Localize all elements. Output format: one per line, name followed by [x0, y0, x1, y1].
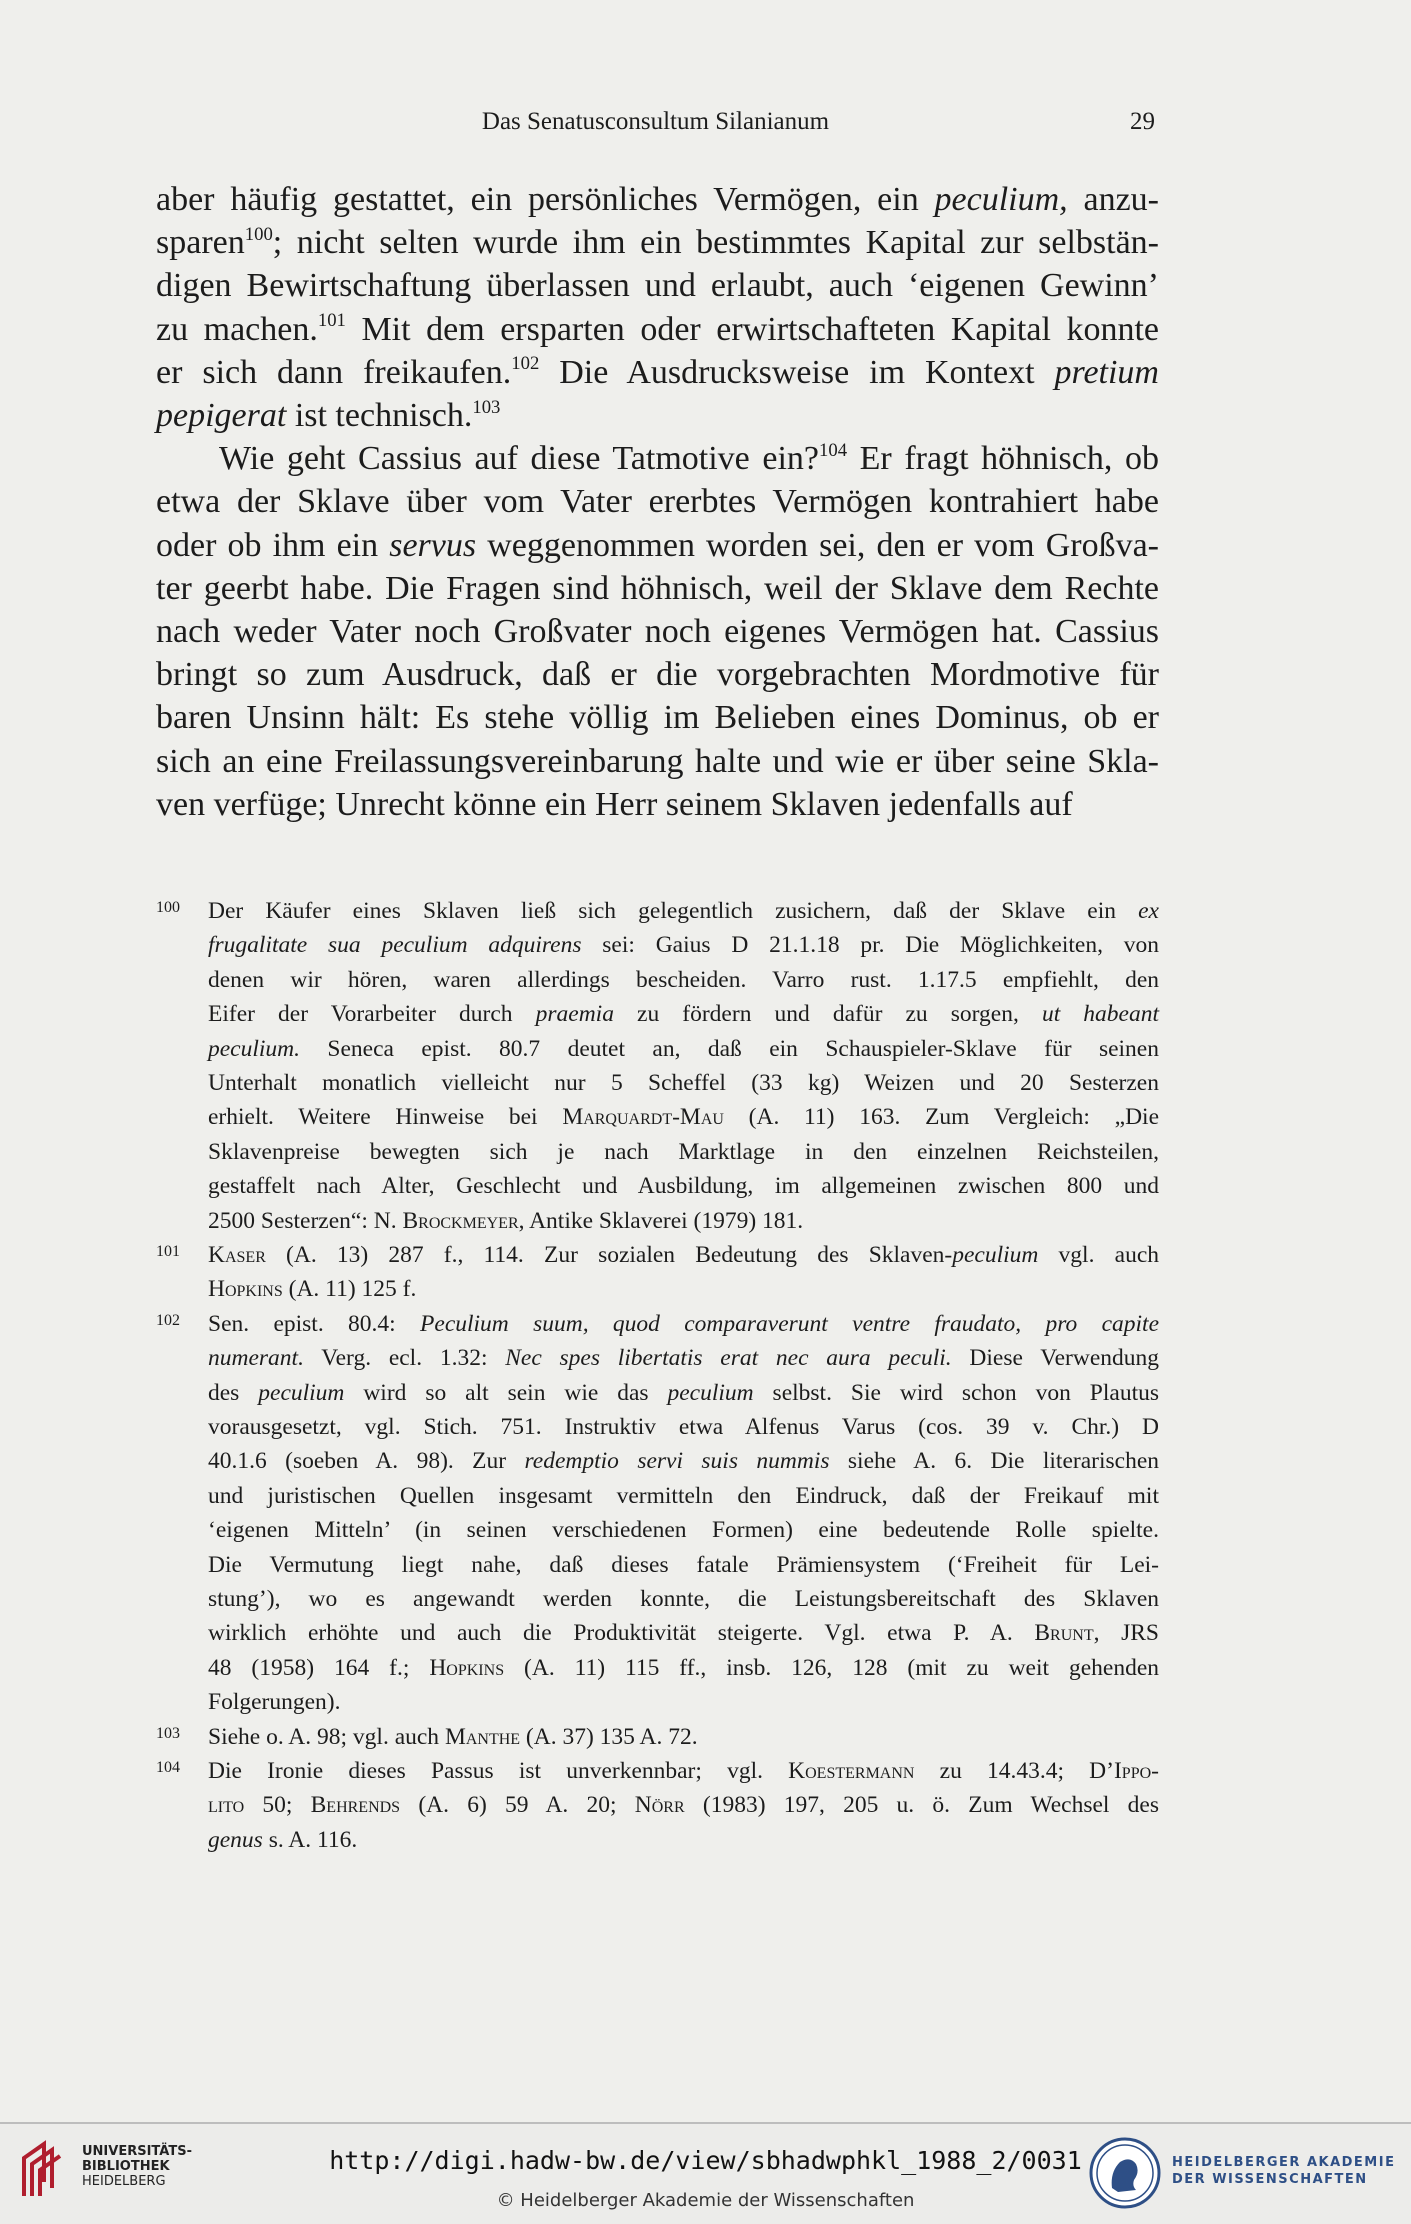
footnote-line: 40.1.6 (soeben A. 98). Zur redemptio servi suis nummis siehe A. 6. Die literarischen [208, 1448, 1160, 1475]
academy-name: HEIDELBERGER AKADEMIE DER WISSENSCHAFTEN [1172, 2155, 1396, 2187]
page-number: 29 [1130, 108, 1155, 135]
footnote-line: vorausgesetzt, vgl. Stich. 751. Instruktiv etwa Alfenus Varus (cos. 39 v. Chr.) D [208, 1413, 1159, 1440]
footnote-line: Die Ironie dieses Passus ist unverkennbar; vgl. Koestermann zu 14.43.4; D’Ippo- [208, 1758, 1159, 1784]
text-line: er sich dann freikaufen.$^{102}$ Die Ausdrucksweise im Kontext pretium [156, 353, 1159, 391]
footnote-line: und juristischen Quellen insgesamt vermitteln den Eindruck, daß der Freikauf mit [208, 1482, 1159, 1509]
text-line: baren Unsinn hält: Es stehe völlig im Belieben eines Dominus, ob er [156, 699, 1159, 737]
text-line: aber häufig gestattet, ein persönliches Vermögen, ein peculium, anzu- [156, 181, 1159, 218]
footnote-line: Sklavenpreise bewegten sich je nach Marktlage in den einzelnen Reichsteilen, [208, 1138, 1159, 1165]
permalink-url[interactable]: http://digi.hadw-bw.de/view/sbhadwphkl_1988_2/0031 [329, 2146, 1082, 2175]
footnote-line: Hopkins (A. 11) 125 f. [208, 1276, 417, 1303]
footnote-line: Der Käufer eines Sklaven ließ sich gelegentlich zusichern, daß der Sklave ein ex [208, 898, 1159, 924]
footnote-number: 101 [156, 1243, 180, 1260]
footnote-line: Kaser (A. 13) 287 f., 114. Zur sozialen Bedeutung des Sklaven-peculium vgl. auch [208, 1242, 1159, 1268]
footnote-100 [156, 894, 1159, 1238]
footnote-line: stung’), wo es angewandt werden konnte, die Leistungsbereitschaft des Sklaven [208, 1585, 1159, 1612]
text-line: sparen$^{100}$; nicht selten wurde ihm ein bestimmtes Kapital zur selbstän- [156, 223, 1159, 262]
text-line: sich an eine Freilassungsvereinbarung halte und wie er über seine Skla- [156, 742, 1159, 780]
footnote-line: 48 (1958) 164 f.; Hopkins (A. 11) 115 ff., insb. 126, 128 (mit zu weit gehenden [208, 1654, 1159, 1681]
footnote-line: Folgerungen). [208, 1689, 341, 1716]
text-line: etwa der Sklave über vom Vater ererbtes Vermögen kontrahiert habe [156, 483, 1159, 521]
footnote-number: 100 [156, 899, 180, 916]
footnote-number: 102 [156, 1311, 180, 1329]
footnote-101 [156, 1238, 1159, 1307]
footnote-line: frugalitate sua peculium adquirens sei: Gaius D 21.1.18 pr. Die Möglichkeiten, von [208, 932, 1159, 959]
footnote-line: gestaffelt nach Alter, Geschlecht und Ausbildung, im allgemeinen zwischen 800 und [208, 1173, 1159, 1200]
text-line: pepigerat ist technisch.$^{103}$ [156, 396, 501, 434]
footnote-line: Die Vermutung liegt nahe, daß dieses fatale Prämiensystem (‘Freiheit für Lei- [208, 1551, 1159, 1578]
footnote-line: des peculium wird so alt sein wie das peculium selbst. Sie wird schon von Plautus [208, 1379, 1159, 1406]
footnote-line: numerant. Verg. ecl. 1.32: Nec spes libertatis erat nec aura peculi. Diese Verwendung [208, 1345, 1159, 1372]
text-line: bringt so zum Ausdruck, daß er die vorgebrachten Mordmotive für [156, 656, 1159, 694]
footnote-104 [156, 1754, 1159, 1857]
footnote-line: Siehe o. A. 98; vgl. auch Manthe (A. 37) 135 A. 72. [208, 1723, 698, 1750]
text-line: oder ob ihm ein servus weggenommen worden sei, den er vom Großva- [156, 526, 1159, 564]
copyright-notice: © Heidelberger Akademie der Wissenschaften [496, 2190, 915, 2211]
footnote-line: erhielt. Weitere Hinweise bei Marquardt-Mau (A. 11) 163. Zum Vergleich: „Die [208, 1104, 1159, 1131]
viewer-footer [0, 2122, 1411, 2224]
running-header [156, 108, 1155, 148]
footnote-line: lito 50; Behrends (A. 6) 59 A. 20; Nörr (1983) 197, 205 u. ö. Zum Wechsel des [208, 1792, 1160, 1819]
text-line: zu machen.$^{101}$ Mit dem ersparten oder erwirtschafteten Kapital konnte [156, 310, 1159, 348]
footnote-102 [156, 1307, 1159, 1720]
text-line: Wie geht Cassius auf diese Tatmotive ein?$^{104}$ Er fragt höhnisch, ob [156, 439, 1159, 478]
footnote-line: wirklich erhöhte und auch die Produktivität steigerte. Vgl. etwa P. A. Brunt, JRS [208, 1620, 1160, 1647]
text-line: ven verfüge; Unrecht könne ein Herr seinem Sklaven jedenfalls auf [156, 785, 1073, 823]
footnote-number: 104 [156, 1759, 180, 1776]
footnote-line: Eifer der Vorarbeiter durch praemia zu fördern und dafür zu sorgen, ut habeant [208, 1001, 1160, 1028]
footnote-line: 2500 Sesterzen“: N. Brockmeyer, Antike Sklaverei (1979) 181. [208, 1207, 804, 1234]
text-line: nach weder Vater noch Großvater noch eigenes Vermögen hat. Cassius [156, 613, 1159, 650]
university-library-name: UNIVERSITÄTS- BIBLIOTHEK HEIDELBERG [82, 2144, 192, 2189]
footnote-line: Sen. epist. 80.4: Peculium suum, quod comparaverunt ventre fraudato, pro capite [208, 1310, 1159, 1337]
footnote-number: 103 [156, 1724, 180, 1742]
footnote-line: ‘eigenen Mitteln’ (in seinen verschiedenen Formen) eine bedeutende Rolle spielte. [208, 1517, 1159, 1544]
academy-seal-icon [1088, 2136, 1162, 2210]
footnote-line: Unterhalt monatlich vielleicht nur 5 Scheffel (33 kg) Weizen und 20 Sesterzen [208, 1070, 1159, 1096]
footnote-line: denen wir hören, waren allerdings bescheiden. Varro rust. 1.17.5 empfiehlt, den [208, 966, 1159, 993]
footnote-103 [156, 1720, 1159, 1754]
running-title: Das Senatusconsultum Silanianum [481, 108, 830, 135]
footnote-line: peculium. Seneca epist. 80.7 deutet an, daß ein Schauspieler-Sklave für seinen [208, 1035, 1159, 1062]
footnote-line: genus s. A. 116. [208, 1826, 358, 1853]
text-line: ter geerbt habe. Die Fragen sind höhnisch, weil der Sklave dem Rechte [156, 569, 1159, 607]
text-line: digen Bewirtschaftung überlassen und erlaubt, auch ‘eigenen Gewinn’ [156, 267, 1159, 305]
